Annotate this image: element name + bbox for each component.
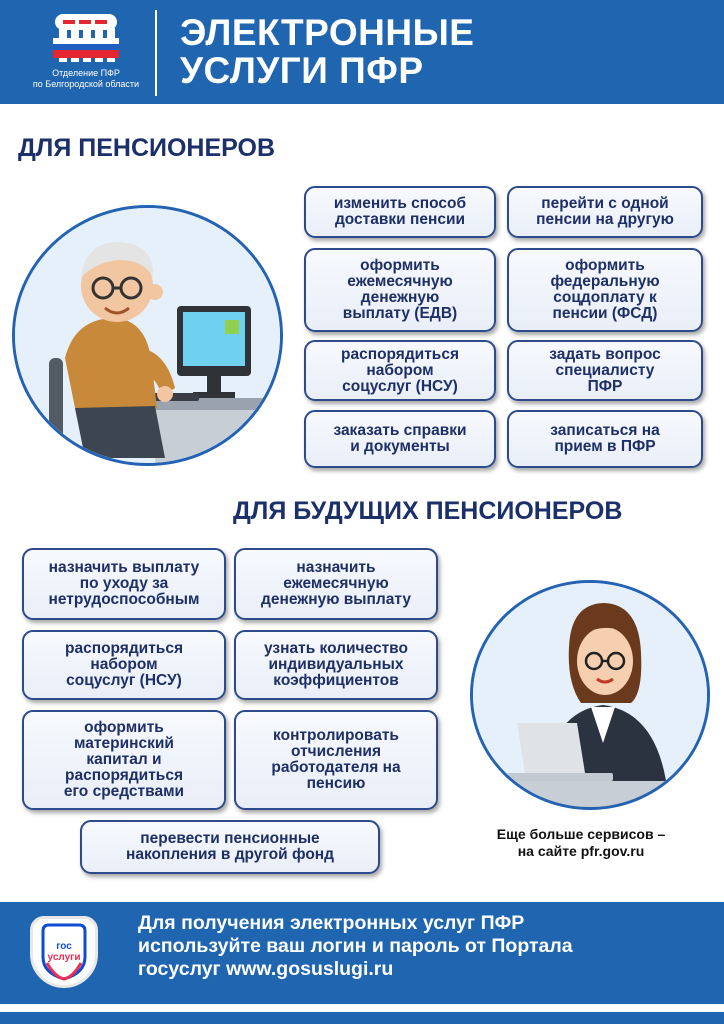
pensioners-section-title: ДЛЯ ПЕНСИОНЕРОВ [18, 134, 276, 162]
service-ask-specialist[interactable]: задать вопрос специалисту ПФР [507, 340, 703, 401]
gosuslugi-logo[interactable] [30, 916, 98, 988]
header-divider [155, 10, 157, 96]
service-monthly-cash-payment[interactable]: оформить ежемесячную денежную выплату (ЕДВ) [304, 248, 496, 332]
gosuslugi-logo-text [33, 941, 95, 963]
bottom-strip [0, 1012, 724, 1024]
pfr-logo-icon [49, 12, 123, 68]
pfr-logo [22, 10, 150, 100]
more-services-note: Еще больше сервисов – на сайте pfr.gov.ru [496, 826, 666, 859]
footer-banner [0, 902, 724, 1004]
service-federal-supplement[interactable]: оформить федеральную соцдоплату к пенсии (ФСД) [507, 248, 703, 332]
service-social-services-set[interactable]: распорядиться набором соцуслуг (НСУ) [304, 340, 496, 401]
woman-at-laptop-icon [473, 583, 707, 807]
service-care-payment[interactable]: назначить выплату по уходу за нетрудоспособным [22, 548, 226, 620]
service-individual-coefficients[interactable]: узнать количество индивидуальных коэффициентов [234, 630, 438, 700]
service-order-certificates[interactable]: заказать справки и документы [304, 410, 496, 468]
elderly-user-illustration [12, 205, 283, 466]
future-pensioners-section-title: ДЛЯ БУДУЩИХ ПЕНСИОНЕРОВ [233, 497, 623, 525]
page-title-line1: ЭЛЕКТРОННЫЕ [180, 12, 475, 53]
service-transfer-savings[interactable]: перевести пенсионные накопления в другой фонд [80, 820, 380, 874]
service-assign-monthly-payment[interactable]: назначить ежемесячную денежную выплату [234, 548, 438, 620]
service-maternity-capital[interactable]: оформить материнский капитал и распорядиться его средствами [22, 710, 226, 810]
service-employer-contributions[interactable]: контролировать отчисления работодателя на пенсию [234, 710, 438, 810]
logo-caption: Отделение ПФР по Белгородской области [32, 68, 140, 89]
page-title [180, 14, 474, 90]
elderly-user-at-computer-illustration [15, 208, 280, 463]
service-nsu-future[interactable]: распорядиться набором соцуслуг (НСУ) [22, 630, 226, 700]
service-book-appointment[interactable]: записаться на прием в ПФР [507, 410, 703, 468]
gosuslugi-logo-line1: гос [56, 941, 72, 952]
gosuslugi-logo-line2: услуги [47, 952, 81, 963]
footer-instructions: Для получения электронных услуг ПФР используйте ваш логин и пароль от Портала госуслуг www.gosuslugi.ru [138, 912, 573, 980]
woman-at-laptop-illustration [470, 580, 710, 810]
header-banner [0, 0, 724, 104]
service-change-pension-delivery[interactable]: изменить способ доставки пенсии [304, 186, 496, 238]
page-title-line2: УСЛУГИ ПФР [180, 50, 424, 91]
service-switch-pension-type[interactable]: перейти с одной пенсии на другую [507, 186, 703, 238]
